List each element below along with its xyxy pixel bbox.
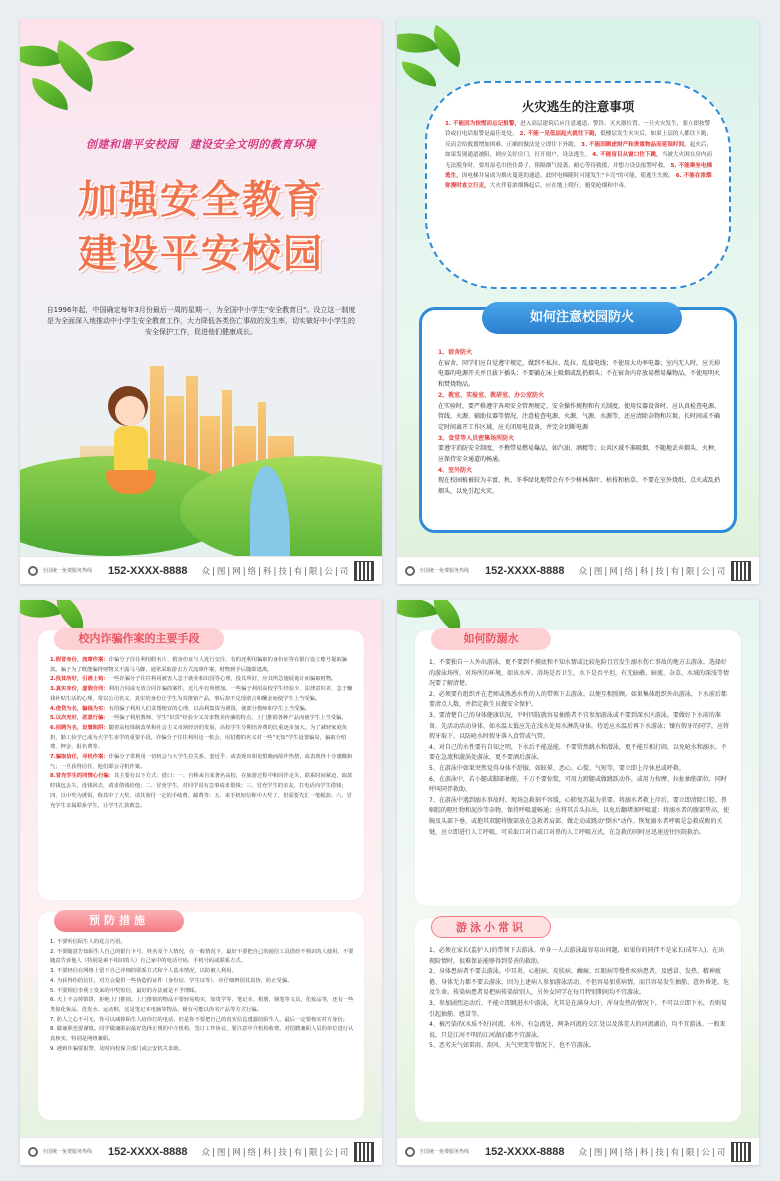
item-body: 利用合同或无效合同诈骗的案件，近几年有所增加。一些骗子利用高校学生经验少、法律意识差、急于赚钱补贴生活的心理，常以公司名义、真实的身份让学生为其推销产品，事后却不兑现诺言和酬金而使学生上当受骗。 <box>50 686 353 702</box>
campus-fire-prevention-box <box>419 307 737 533</box>
leaf-icon <box>20 600 61 629</box>
section-text: 在实验时，要严格遵守各项安全管理规定、安全操作规程和有关制度。使用仪器设备时，应认真检查电源、管线、火源、辅助仪器等情况，注意检查电源、火源、气源、水源等，还应清除杂物和垃圾。长时间或不确定时间离开工作区域，应关闭用电设备，并完全切断电源 <box>438 402 721 431</box>
swimming-tips-box <box>415 918 741 1122</box>
hotline-label: 全国统一免费服务热线 <box>419 1148 470 1155</box>
item-head: 4. 不能盲目从窗口往下跳， <box>592 152 662 159</box>
box-title: 如何防溺水 <box>431 628 551 650</box>
drowning-prevention-box <box>415 630 741 906</box>
slogan: 创建和谐平安校园 建设安全文明的教育环境 <box>86 138 316 151</box>
section-heading: 4、室外防火 <box>438 466 473 474</box>
list-item: 4、被污染的(水质不好)河流、水库，有急流处，两条河流的交汇处以及落差大的河流湖泊，均不宜游泳。一般来说，只是江河不明的江河湖泊都不宜游泳。 <box>429 1021 726 1039</box>
list-item: 1、必须在家长(监护人)的带领下去游泳。单身一人去游泳最容易出问题，如果你的同伴不是家长(成年人)，在出现险情时，很难保证能够得到妥善的救助。 <box>429 947 725 965</box>
list-item: 7、在游泳中遇到溺水事故时，现场急救刻不容缓，心肺复苏最为重要。将溺水者救上岸后，要立即清除口腔、鼻咽腔的呕吐物和泥沙等杂物，保持呼吸道畅通；应将其舌头拉出，以免后翻堵塞呼吸道；将溺水者的腹部垫高，使胸及头部下垂，或抱其双腿将腹部放在急救者肩部，做走动或跳动"倒水"动作。恢复溺水者呼吸是急救成败的关键，应立即进行人工呼吸，可采取口对口或口对鼻的人工呼吸方式，在急救的同时应迅速送往医院救治。 <box>429 796 730 836</box>
list-item: 9. 遇到诈骗要报警，及时向校保卫部门或公安机关求助。 <box>50 1045 184 1052</box>
fire-escape-cloud-box <box>425 81 731 289</box>
logo-icon <box>28 566 38 576</box>
item-body: 低楼层发生火灾后，如果上层的人都往下跑，反而会给救援增加困难。正确的做法是立即往下外跑。 <box>445 131 713 148</box>
item-head: 6.招聘为名，设置陷阱： <box>50 724 109 731</box>
qr-code-icon <box>731 1142 751 1162</box>
item-head: 6. 不能在浓烟弥漫时直立行走， <box>445 173 712 190</box>
item-head: 3.真实身份，虚假合同： <box>50 686 109 693</box>
leaf-icon <box>397 22 438 63</box>
qr-code-icon <box>354 561 374 581</box>
poster-drowning-prevention <box>397 600 759 1165</box>
list-item: 3、参加剧烈运动后，不能立即跳进水中游泳，尤其是在满身大汗，浑身发热的情况下，不可以立即下水，否则易引起抽筋、感冒等。 <box>429 999 727 1018</box>
main-title-line2: 建设平安校园 <box>77 231 324 277</box>
item-head: 1. 不能因为惊慌而忘记报警， <box>445 121 521 127</box>
section-text: 要遵守消防安全制度，不携带易燃易爆品，如汽油、酒精等；公共区域不准吸烟，不随地丢弃烟头、火种，应保持安全通道的畅通。 <box>438 445 721 464</box>
hotline-phone: 152-XXXX-8888 <box>485 1145 565 1158</box>
logo-icon <box>405 566 415 576</box>
list-item: 6. 天上不会掉馅饼，拒绝上门推销。上门推销的物品不要轻易购买，如贵学等、笔记本、相册、钢笔等文具，化妆品等，还有一些类似化妆品、洗发水、运动鞋，这是笔记本电脑等物品，极有可能以伪劣产品等方式行骗。 <box>50 997 354 1013</box>
list-item: 5、恶劣天气如雷雨、刮风、天气突变等情况下，也不宜游泳。 <box>429 1042 595 1050</box>
cloud-title: 火灾逃生的注意事项 <box>521 99 635 114</box>
fraud-methods-box <box>38 630 364 900</box>
item-head: 5.以次充好，恶意行骗： <box>50 715 109 722</box>
list-item: 3. 不要轻信在网络上留下自己详细的联系方式和个人基本情况，以防被人利用。 <box>50 968 237 975</box>
item-body: 诈骗分子往往利用假名片、假身份证与人进行交往，有的还利用骗取的身份证等在银行设立账号提取骗款。骗子为了既能骗得财物又不露马马脚，通常采取游击方式流窜作案，财物到手后随即逃离。 <box>50 657 348 673</box>
item-body: 一些骗子利用教师、学生"识货"经验少又苛求物美价廉的特点，上门推销各种产品而使学生上当受骗。 <box>108 715 347 722</box>
section-heading: 2、教室、实验室、教研室、办公室防火 <box>438 391 545 399</box>
item-body: 因电梯井易成为烟火蔓延的通道，此时电梯随时可能发生"卡壳"的可能，使逃生失败。 <box>461 173 674 180</box>
hotline-phone: 152-XXXX-8888 <box>108 1145 188 1158</box>
hotline-label: 全国统一免费服务热线 <box>42 567 93 574</box>
cloud-text <box>445 119 713 192</box>
box-body <box>438 348 720 498</box>
company-name: 众|图|网|络|科|技|有|限|公|司 <box>578 566 728 577</box>
footer <box>20 1137 382 1165</box>
logo-icon <box>405 1147 415 1157</box>
list-item: 7. 防人之心不可无，你可以减掉陌生人给你打的电话，但是你不要把自己的真实信息透露给陌生人，最后一定要核实对方身份。 <box>50 1016 349 1023</box>
intro-paragraph: 自1996年起，中国确定每年3月份最后一周的星期一，为全国中小学生"安全教育日"。设立这一制度是为全面深入地推动中小学生安全教育工作，大力降低各类伤亡事故的发生率，切实做好中小学生的安全保护工作，促进他们健康成长。 <box>46 306 356 336</box>
section-text: 在宿舍，同学们应自觉遵守规定，做到不私拉、乱拉、乱接电线；不使用大功率电器；室内无人时，应关掉电器的电源开关并且拔下插头；不要躺在床上吸烟或乱扔烟头；不在宿舍内存放易燃易爆物品，不使用明火和焚烧物品。 <box>438 359 721 389</box>
item-body: 其主要有以下方式、借口：一、自称来自某著名高校，在旅游过程中和同伴走失，联系时间紧迫，取款时钱包丢失，没钱回去，请求借钱给他；二、冒充学生，对同学说有急事请求借钱；三、冒充学生的亲友，打电话向学生借钱；四、以中奖为诱饵，称其中了大奖，请其预付一定的手续费、邮费等；五、来手机短信称中大奖了，但需要先汇一笔税款；六、冒充学生亲属联系学生，让学生汇款救急。 <box>50 773 353 809</box>
list-item: 1、不要独自一人外出游泳，更不要到不摸底和不知水情或比较危险且宜发生溺水伤亡事故的地方去游泳。选择好的游泳场所，对场所的环境，如该水库、浴场是否卫生，水下是否平坦，有无暗礁、暗流、杂草，水域的深浅等情况要了解清楚。 <box>429 659 730 688</box>
item-body: 随着高校体制改革和社会主义市场经济的发展，高校学生分期培养费的比重逐步加大。为了减轻家庭负担，勤工俭学已成为大学生求学的重要手段。诈骗分子往往利用这一机会，用招聘的名义对一些"无知"学生设置骗局，骗取介绍费、押金、报名费等。 <box>50 724 348 751</box>
box-title: 游泳小常识 <box>431 916 551 938</box>
hotline-label: 全国统一免费服务热线 <box>42 1148 93 1155</box>
item-head: 7.骗取信任，寻机作案： <box>50 754 109 761</box>
hotline-phone: 152-XXXX-8888 <box>485 564 565 577</box>
poster-safety-education <box>20 19 382 584</box>
poster-fire-safety <box>397 19 759 584</box>
box-text <box>50 938 354 1054</box>
item-head: 2.投其所好，引诱上钩： <box>50 676 109 683</box>
list-item: 4. 为获得你的信任，对方会提供一些伪造的证件（身份证、学生证等），应仔细辨别其真伪，防止受骗。 <box>50 977 293 984</box>
item-head: 2. 不能一见低层起火就往下跑， <box>519 131 601 138</box>
list-item: 8. 做兼职也要谨慎。同学做兼职前最好选择正规的中介机构，签订工作协议，要注意中介机构收费。对招聘兼职人员的单位进行认真核实，特别是网络兼职。 <box>50 1026 354 1043</box>
box-title: 校内诈骗作案的主要手段 <box>54 628 224 650</box>
section-heading: 1、宿舍防火 <box>438 349 473 356</box>
item-body: 有的骗子利用人们贪图便宜的心理，以高利集资为诱饵，使部分教师和学生上当受骗。 <box>108 705 310 712</box>
qr-code-icon <box>354 1142 374 1162</box>
list-item: 2、身体患病者不要去游泳。中耳炎、心脏病、皮肤病、癫痫、红眼病等慢性疾病患者，及感冒、发热、精神疲倦、身体无力都不要去游泳，因为上述病人参加游泳活动，不但容易加重病情，而且容易发生抽筋、意外昏迷，危及生命。传染病患者易把病传染给别人，另外女同学在每月特别期间均不宜游泳。 <box>429 968 730 997</box>
item-head: 8.冒充学生的同情心行骗： <box>50 773 114 780</box>
company-name: 众|图|网|络|科|技|有|限|公|司 <box>201 566 351 577</box>
leaf-icon <box>397 600 438 629</box>
box-text <box>429 658 729 838</box>
list-item: 2、必须要有组织并在老师或熟悉水性的人的带领下去游泳。以便互相照顾。如果集体组织外出游泳，下水前后都要清点人数，并指定救生员做安全保护。 <box>429 690 727 709</box>
footer <box>397 556 759 584</box>
item-head: 4.借贷为名，骗钱为实： <box>50 705 109 712</box>
list-item: 6、在游泳中，若小腿或脚部抽筋，千万不要惊慌，可用力蹬腿或做跳跃动作，或用力按摩、拉扯抽筋部位，同时呼叫同伴救助。 <box>429 775 727 794</box>
list-item: 1. 不要听信陌生人的花言巧语。 <box>50 939 126 945</box>
list-item: 2. 不要随意告知陌生人自己的银行卡号、姓名及个人情况，在一般情况下，最好不要把自己的通信工具借给不熟识的人使用，不要随意告诉他人（特别是素不相识的人）自己家中的电话号码、手机号码或联系方式。 <box>50 948 354 965</box>
item-head: 3. 不能因顾虑财产和贵重物品而延误时间， <box>581 141 690 148</box>
box-text <box>429 946 729 1052</box>
item-body: 当被大火困在房内而无法脱身时，要用湿毛巾捂住鼻子，阻隔烟气侵袭，耐心等待救援，并想方设法报警呼救。 <box>445 152 713 169</box>
hotline-phone: 152-XXXX-8888 <box>108 564 188 577</box>
hotline-label: 全国统一免费服务热线 <box>419 567 470 574</box>
item-head: 5. 不能乘坐电梯逃生， <box>445 162 713 180</box>
poster-anti-fraud <box>20 600 382 1165</box>
prevention-box <box>38 912 364 1120</box>
footer <box>397 1137 759 1165</box>
list-item: 5. 不要相信李利上发来的中奖短信，最好的办法就是不予理睬。 <box>50 987 200 994</box>
list-item: 3、要清楚自己的身体健康状况，平时四肢就容易抽筋者不宜参加游泳或不要到深水区游泳。要做好下水前的准备，先活动活动身体，如水温太低应先在浅水处用水淋洗身体，待适应水温后再下水游泳；镶有假牙的同学，应将假牙取下，以防呛水时假牙落入食管或气管。 <box>429 711 730 741</box>
box-title: 如何注意校园防火 <box>482 302 682 334</box>
company-name: 众|图|网|络|科|技|有|限|公|司 <box>201 1147 351 1158</box>
girl-body <box>114 426 148 476</box>
section-heading: 3、食堂等人员密集场所防火 <box>438 434 515 442</box>
qr-code-icon <box>731 561 751 581</box>
item-head: 1.假冒身份，流窜作案： <box>50 657 109 663</box>
city-illustration <box>20 336 382 556</box>
main-title-line1: 加强安全教育 <box>77 177 324 223</box>
girl-face <box>115 396 145 426</box>
section-text: 现在校园植被较为丰富，秋、冬季绿化地带会有不少树林落叶、枯枝和枯草，不要在室外烧纸、点火或乱扔烟头，以免引起火灾。 <box>438 477 721 496</box>
list-item: 4、对自己的水性要有自知之明，下水后不能逞能，不要贸然跳水和潜泳，更不能互相打闹，以免呛水和溺水。不要在急流和漩涡处游泳，更不要酒后游泳。 <box>429 743 727 762</box>
item-body: 一些诈骗分子往往利用被害人急于就业和出国等心理，投其所好，应其所急施展诡计而骗取财物。 <box>108 676 337 683</box>
box-text <box>50 656 354 811</box>
leaf-icon <box>28 78 72 111</box>
item-body: 进入高层建筑后应注意通道、警铃、灭火器位置。一旦火灾发生，要立即按警铃或打电话报警是最佳处处。 <box>445 121 711 138</box>
item-body: 大火伴着浓烟腾起后，应在地上爬行，避免呛烟和中毒。 <box>489 183 630 190</box>
logo-icon <box>28 1147 38 1157</box>
item-body: 诈骗分子常利用一切机会与大学生拉关系、套近乎，或表现出相见恨晚而故作热情，或表现得十分感慨和气；一旦获得信任，他们即会寻机作案。 <box>50 754 353 770</box>
item-body: 起火后，如果发现通道被阻，则应关好房门，打开窗户，设法逃生。 <box>445 141 713 159</box>
leaf-icon <box>86 27 135 74</box>
footer <box>20 556 382 584</box>
list-item: 5、在游泳中如果突然觉得身体不舒服，如眩晕、恶心、心慌、气短等，要立即上岸休息或呼救。 <box>429 764 685 772</box>
box-title: 预防措施 <box>54 910 184 932</box>
leaf-icon <box>400 61 438 86</box>
company-name: 众|图|网|络|科|技|有|限|公|司 <box>578 1147 728 1158</box>
